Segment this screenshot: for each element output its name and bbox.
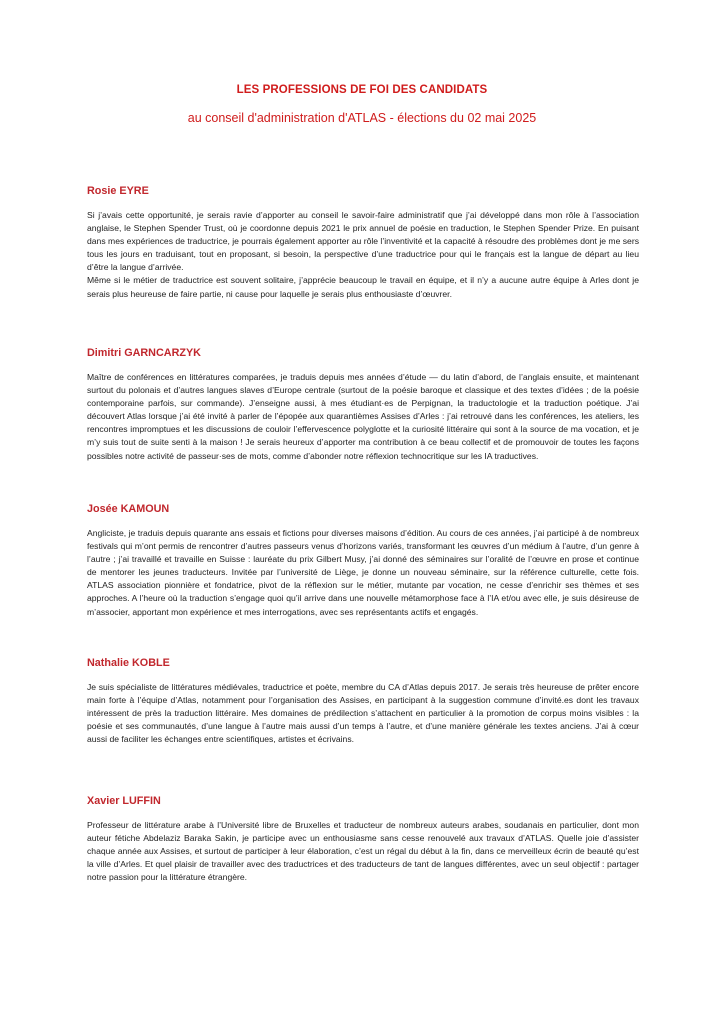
candidate-name: Dimitri GARNCARZYK	[87, 347, 201, 359]
candidate-section-garncarzyk	[87, 347, 639, 463]
candidate-section-kamoun	[87, 503, 639, 619]
candidate-statement: Si j’avais cette opportunité, je serais ravie d’apporter au conseil le savoir-faire administratif que j’ai développé dans mon rôle à l’association anglaise, le Stephen Spender Trust, où je coordonne depuis 2021 le prix annuel de poésie en traduction, le Stephen Spender Prize. En puisant dans mes expériences de traductrice, je pourrais également apporter au rôle l’inventivité et la capacité à résoudre des problèmes dont je me sers tous les jours en traduisant, tout en proposant, si besoin, la perspective d’une traductrice pour qui le français est la langue de départ au lieu d’être la langue d’arrivée. Même si le métier de traductrice est souvent solitaire, j’apprécie beaucoup le travail en équipe, et il n’y a aucune autre équipe à Arles dont je serais plus heureuse de faire partie, ni cause pour laquelle je serais plus enthousiaste d’œuvrer.	[87, 210, 639, 299]
candidate-name: Nathalie KOBLE	[87, 657, 170, 669]
candidate-name: Xavier LUFFIN	[87, 795, 161, 807]
document-subtitle: au conseil d'administration d'ATLAS - élections du 02 mai 2025	[187, 111, 537, 125]
candidate-section-luffin	[87, 795, 639, 884]
candidate-statement: Professeur de littérature arabe à l’Université libre de Bruxelles et traducteur de nombreux auteurs arabes, soudanais en particulier, dont mon auteur fétiche Abdelaziz Baraka Sakin, je participe avec un enthousiasme sans cesse renouvelé aux travaux d’ATLAS. Quelle joie d’assister chaque année aux Assises, et surtout de participer à leur élaboration, c’est un régal du début à la fin, dans ce merveilleux écrin de beauté qu’est la ville d’Arles. Et quel plaisir de travailler avec des traductrices et des traducteurs de tant de langues différentes, avec un seul objectif : partager notre passion pour la littérature étrangère.	[87, 820, 639, 883]
candidate-name: Rosie EYRE	[87, 185, 149, 197]
candidate-statement: Angliciste, je traduis depuis quarante ans essais et fictions pour diverses maisons d’édition. Au cours de ces années, j’ai participé à de nombreux festivals qui m’ont permis de rencontrer d’autres passeurs venus d’horizons variés, transformant les œuvres d’un médium à l’autre, d’un genre à l’autre ; j’ai travaillé et travaille en Suisse : lauréate du prix Gilbert Musy, j’ai donné des séminaires sur l’oralité de l’œuvre en prose et continue de mentorer les jeunes traducteurs. Invitée par l’université de Liège, je donne un nouveau séminaire, sur la référence culturelle, cette fois. ATLAS association pionnière et fondatrice, pivot de la réflexion sur le métier, mutante par vocation, ne cesse d’enrichir ses thèmes et ses approches. A l’heure où la traduction s’engage quoi qu’il arrive dans une nouvelle métamorphose face à l’IA et/ou avec elle, je suis désireuse de m’associer, apportant mon expérience et mes interrogations, avec ses représentants actifs et engagés.	[87, 528, 639, 617]
candidate-section-eyre	[87, 185, 639, 301]
candidate-section-koble	[87, 657, 639, 746]
document-title: LES PROFESSIONS DE FOI DES CANDIDATS	[236, 84, 488, 96]
candidate-name: Josée KAMOUN	[87, 503, 170, 515]
candidate-statement: Je suis spécialiste de littératures médiévales, traductrice et poète, membre du CA d’Atlas depuis 2017. Je serais très heureuse de prêter encore main forte à l’équipe d’Atlas, notamment pour l’organisation des Assises, en participant à la suggestion commune d’invité.es dont les travaux intéressent de près la traduction littéraire. Mes domaines de prédilection s’attachent en particulier à la promotion de corpus moins visibles : la poésie et ses communautés, d’une langue à l’autre mais aussi d’un temps à l’autre, et d’une manière générale les textes anciens. J’ai à cœur aussi de faciliter les échanges entre scientifiques, artistes et écrivains.	[87, 682, 639, 745]
candidate-statement: Maître de conférences en littératures comparées, je traduis depuis mes années d’étude — du latin d’abord, de l’anglais ensuite, et maintenant surtout du polonais et d’autres langues slaves d’Europe centrale (surtout de la poésie baroque et classique et des textes d’idées ; de la poésie contemporaine parfois, sur commande). J’enseigne aussi, à mes étudiant·es de Perpignan, la traductologie et la traduction poétique. J’ai découvert Atlas lorsque j’ai été invité à parler de l’épopée aux quarantièmes Assises d’Arles : j’ai retrouvé dans les conférences, les ateliers, les rencontres impromptues et les discussions de couloir l’effervescence polyglotte et la curiosité littéraire qui sont à la source de ma vocation, et je m’y suis tout de suite senti à la maison ! Je serais heureux d’apporter ma contribution à ce beau collectif et de promouvoir de toutes les façons possibles notre activité de passeur·ses de mots, comme d’abonder notre réflexion technocritique sur les IA traductives.	[87, 372, 639, 461]
